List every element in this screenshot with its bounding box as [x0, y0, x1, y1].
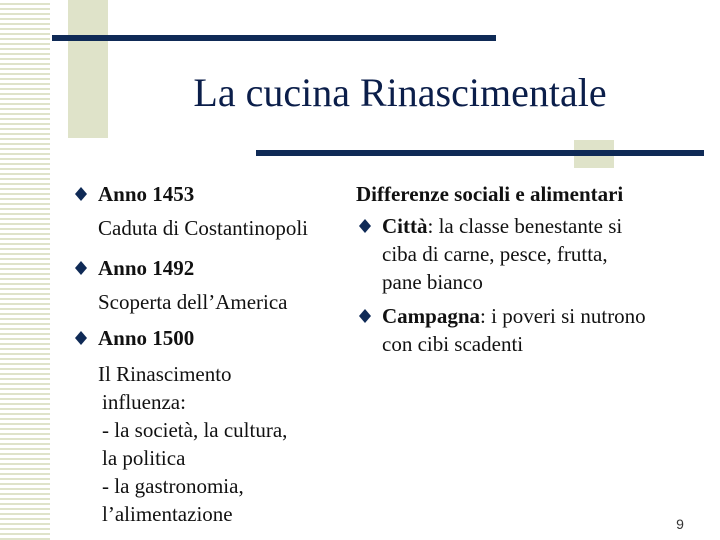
- left-column: [98, 180, 348, 528]
- list-item-1453: [98, 180, 348, 208]
- diamond-bullet-icon: [72, 257, 90, 279]
- list-item-1500: [98, 324, 348, 352]
- right-column: [356, 180, 696, 358]
- item-detail: Scoperta dell’America: [98, 290, 288, 314]
- decorative-stripes: [0, 0, 50, 540]
- item-detail: l’alimentazione: [102, 502, 233, 526]
- diamond-bullet-icon: [72, 183, 90, 205]
- item-label: Città: [382, 214, 428, 238]
- item-detail: pane bianco: [382, 270, 483, 294]
- item-detail: - la gastronomia,: [102, 474, 244, 498]
- item-heading: Anno 1453: [98, 182, 195, 206]
- item-detail: - la società, la cultura,: [102, 418, 288, 442]
- item-detail: influenza:: [102, 390, 186, 414]
- diamond-bullet-icon: [356, 215, 374, 237]
- item-text: : la classe benestante si: [427, 214, 623, 238]
- list-item-campagna: [382, 302, 696, 330]
- item-text: : i poveri si nutrono: [480, 304, 646, 328]
- page-number: 9: [676, 516, 684, 532]
- item-heading: Anno 1492: [98, 256, 195, 280]
- slide-title: La cucina Rinascimentale: [193, 70, 607, 115]
- item-label: Campagna: [382, 304, 481, 328]
- bottom-rule: [256, 150, 704, 156]
- diamond-bullet-icon: [356, 305, 374, 327]
- item-detail: la politica: [102, 446, 186, 470]
- list-item-citta: [382, 212, 696, 240]
- item-detail: Caduta di Costantinopoli: [98, 216, 308, 240]
- item-heading: Anno 1500: [98, 326, 195, 350]
- diamond-bullet-icon: [72, 327, 90, 349]
- decorative-block-top: [68, 0, 108, 138]
- item-detail: con cibi scadenti: [382, 332, 524, 356]
- item-detail: Il Rinascimento: [98, 362, 232, 386]
- right-heading: Differenze sociali e alimentari: [356, 182, 624, 206]
- list-item-1492: [98, 254, 348, 282]
- item-detail: ciba di carne, pesce, frutta,: [382, 242, 608, 266]
- top-rule: [52, 35, 496, 41]
